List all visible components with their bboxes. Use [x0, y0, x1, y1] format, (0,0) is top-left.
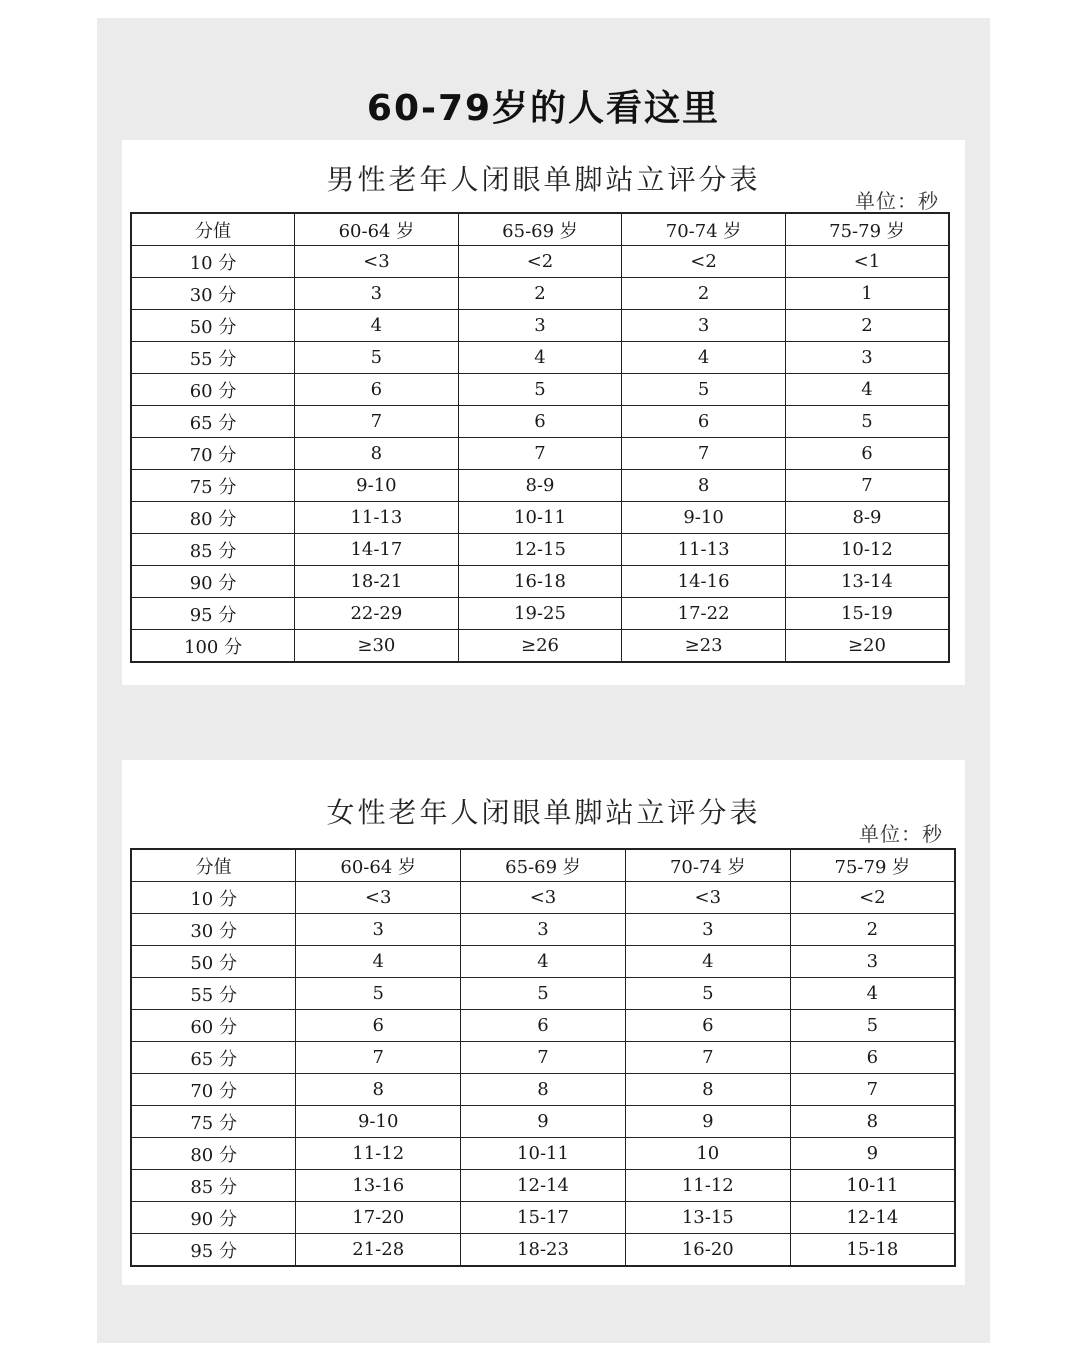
time-cell: 13-15	[625, 1202, 790, 1234]
time-cell: 7	[458, 438, 622, 470]
time-cell: 7	[790, 1074, 955, 1106]
time-cell: 14-17	[295, 534, 459, 566]
time-cell: 21-28	[296, 1234, 461, 1267]
time-cell: 4	[625, 946, 790, 978]
time-cell: 16-18	[458, 566, 622, 598]
time-cell: <2	[458, 246, 622, 278]
score-cell: 80 分	[131, 502, 295, 534]
table-row	[131, 1170, 955, 1202]
time-cell: <3	[296, 882, 461, 914]
time-cell: 6	[461, 1010, 626, 1042]
score-cell: 90 分	[131, 566, 295, 598]
time-cell: 22-29	[295, 598, 459, 630]
time-cell: 12-14	[461, 1170, 626, 1202]
time-cell: 3	[295, 278, 459, 310]
time-cell: 7	[461, 1042, 626, 1074]
time-cell: 9	[461, 1106, 626, 1138]
time-cell: ≥30	[295, 630, 459, 663]
time-cell: 9-10	[622, 502, 786, 534]
table-row	[131, 598, 949, 630]
time-cell: 12-14	[790, 1202, 955, 1234]
time-cell: 4	[622, 342, 786, 374]
score-cell: 85 分	[131, 534, 295, 566]
table-row	[131, 630, 949, 663]
time-cell: 2	[790, 914, 955, 946]
time-cell: 5	[296, 978, 461, 1010]
table-row	[131, 406, 949, 438]
score-cell: 100 分	[131, 630, 295, 663]
time-cell: 5	[458, 374, 622, 406]
time-cell: 3	[296, 914, 461, 946]
column-header: 70-74 岁	[622, 213, 786, 246]
time-cell: 10-12	[785, 534, 949, 566]
time-cell: 11-13	[622, 534, 786, 566]
table-row	[131, 470, 949, 502]
female-unit-label: 单位：秒	[859, 822, 943, 846]
time-cell: 17-22	[622, 598, 786, 630]
column-header: 60-64 岁	[295, 213, 459, 246]
score-cell: 85 分	[131, 1170, 296, 1202]
score-cell: 65 分	[131, 1042, 296, 1074]
table-row	[131, 1138, 955, 1170]
time-cell: 11-13	[295, 502, 459, 534]
table-row	[131, 946, 955, 978]
time-cell: ≥20	[785, 630, 949, 663]
column-header: 65-69 岁	[458, 213, 622, 246]
score-cell: 70 分	[131, 1074, 296, 1106]
time-cell: 6	[625, 1010, 790, 1042]
score-cell: 95 分	[131, 598, 295, 630]
column-header: 60-64 岁	[296, 849, 461, 882]
time-cell: 5	[461, 978, 626, 1010]
column-header: 70-74 岁	[625, 849, 790, 882]
time-cell: 19-25	[458, 598, 622, 630]
table-row	[131, 374, 949, 406]
table-row	[131, 1106, 955, 1138]
time-cell: 10	[625, 1138, 790, 1170]
time-cell: 2	[458, 278, 622, 310]
time-cell: 9-10	[295, 470, 459, 502]
score-cell: 95 分	[131, 1234, 296, 1267]
time-cell: 2	[785, 310, 949, 342]
time-cell: 8-9	[785, 502, 949, 534]
column-header: 分值	[131, 213, 295, 246]
time-cell: 5	[295, 342, 459, 374]
time-cell: 17-20	[296, 1202, 461, 1234]
score-cell: 75 分	[131, 470, 295, 502]
table-header-row	[131, 213, 949, 246]
table-row	[131, 978, 955, 1010]
male-unit-label: 单位：秒	[855, 189, 939, 213]
time-cell: 8	[790, 1106, 955, 1138]
score-cell: 50 分	[131, 310, 295, 342]
time-cell: 6	[785, 438, 949, 470]
table-row	[131, 438, 949, 470]
score-cell: 50 分	[131, 946, 296, 978]
time-cell: <3	[625, 882, 790, 914]
table-row	[131, 1234, 955, 1267]
time-cell: 2	[622, 278, 786, 310]
female-table-title: 女性老年人闭眼单脚站立评分表	[326, 796, 761, 829]
time-cell: 1	[785, 278, 949, 310]
female-score-card	[122, 760, 965, 1285]
time-cell: 5	[622, 374, 786, 406]
score-cell: 30 分	[131, 914, 296, 946]
time-cell: ≥26	[458, 630, 622, 663]
time-cell: 13-14	[785, 566, 949, 598]
time-cell: 3	[622, 310, 786, 342]
score-cell: 30 分	[131, 278, 295, 310]
score-cell: 65 分	[131, 406, 295, 438]
male-score-card	[122, 140, 965, 685]
time-cell: 3	[461, 914, 626, 946]
time-cell: 5	[790, 1010, 955, 1042]
time-cell: 6	[295, 374, 459, 406]
male-score-table	[130, 212, 950, 663]
time-cell: 8	[295, 438, 459, 470]
table-row	[131, 1074, 955, 1106]
time-cell: 3	[625, 914, 790, 946]
time-cell: 18-23	[461, 1234, 626, 1267]
time-cell: 6	[790, 1042, 955, 1074]
time-cell: 11-12	[625, 1170, 790, 1202]
table-row	[131, 246, 949, 278]
time-cell: <3	[461, 882, 626, 914]
time-cell: 4	[296, 946, 461, 978]
time-cell: 3	[785, 342, 949, 374]
time-cell: <3	[295, 246, 459, 278]
score-cell: 75 分	[131, 1106, 296, 1138]
time-cell: 13-16	[296, 1170, 461, 1202]
table-row	[131, 534, 949, 566]
time-cell: 9	[625, 1106, 790, 1138]
table-row	[131, 1202, 955, 1234]
time-cell: 7	[625, 1042, 790, 1074]
time-cell: 15-19	[785, 598, 949, 630]
time-cell: 7	[295, 406, 459, 438]
table-header-row	[131, 849, 955, 882]
time-cell: <2	[790, 882, 955, 914]
time-cell: 8	[461, 1074, 626, 1106]
time-cell: 4	[295, 310, 459, 342]
score-cell: 55 分	[131, 978, 296, 1010]
time-cell: 4	[461, 946, 626, 978]
time-cell: 9-10	[296, 1106, 461, 1138]
score-cell: 70 分	[131, 438, 295, 470]
column-header: 75-79 岁	[790, 849, 955, 882]
score-cell: 10 分	[131, 882, 296, 914]
score-cell: 80 分	[131, 1138, 296, 1170]
time-cell: 4	[790, 978, 955, 1010]
time-cell: <1	[785, 246, 949, 278]
score-cell: 55 分	[131, 342, 295, 374]
time-cell: 10-11	[461, 1138, 626, 1170]
table-row	[131, 1042, 955, 1074]
time-cell: 10-11	[458, 502, 622, 534]
table-row	[131, 278, 949, 310]
male-table-title: 男性老年人闭眼单脚站立评分表	[326, 163, 761, 196]
time-cell: 15-17	[461, 1202, 626, 1234]
column-header: 分值	[131, 849, 296, 882]
time-cell: 8	[296, 1074, 461, 1106]
time-cell: 3	[790, 946, 955, 978]
time-cell: 4	[785, 374, 949, 406]
time-cell: 6	[296, 1010, 461, 1042]
female-score-table	[130, 848, 956, 1267]
time-cell: 8	[622, 470, 786, 502]
score-cell: 60 分	[131, 1010, 296, 1042]
time-cell: 7	[296, 1042, 461, 1074]
page-title: 60-79岁的人看这里	[366, 88, 721, 129]
table-row	[131, 882, 955, 914]
time-cell: 14-16	[622, 566, 786, 598]
time-cell: 10-11	[790, 1170, 955, 1202]
time-cell: 16-20	[625, 1234, 790, 1267]
score-cell: 60 分	[131, 374, 295, 406]
time-cell: 5	[785, 406, 949, 438]
time-cell: 15-18	[790, 1234, 955, 1267]
table-row	[131, 566, 949, 598]
time-cell: 7	[785, 470, 949, 502]
time-cell: 7	[622, 438, 786, 470]
time-cell: 8	[625, 1074, 790, 1106]
column-header: 75-79 岁	[785, 213, 949, 246]
time-cell: 3	[458, 310, 622, 342]
time-cell: 18-21	[295, 566, 459, 598]
score-cell: 90 分	[131, 1202, 296, 1234]
score-cell: 10 分	[131, 246, 295, 278]
time-cell: 6	[622, 406, 786, 438]
time-cell: 11-12	[296, 1138, 461, 1170]
table-row	[131, 914, 955, 946]
time-cell: ≥23	[622, 630, 786, 663]
column-header: 65-69 岁	[461, 849, 626, 882]
time-cell: <2	[622, 246, 786, 278]
time-cell: 4	[458, 342, 622, 374]
table-row	[131, 502, 949, 534]
time-cell: 6	[458, 406, 622, 438]
table-row	[131, 342, 949, 374]
table-row	[131, 310, 949, 342]
time-cell: 8-9	[458, 470, 622, 502]
time-cell: 9	[790, 1138, 955, 1170]
time-cell: 12-15	[458, 534, 622, 566]
time-cell: 5	[625, 978, 790, 1010]
table-row	[131, 1010, 955, 1042]
